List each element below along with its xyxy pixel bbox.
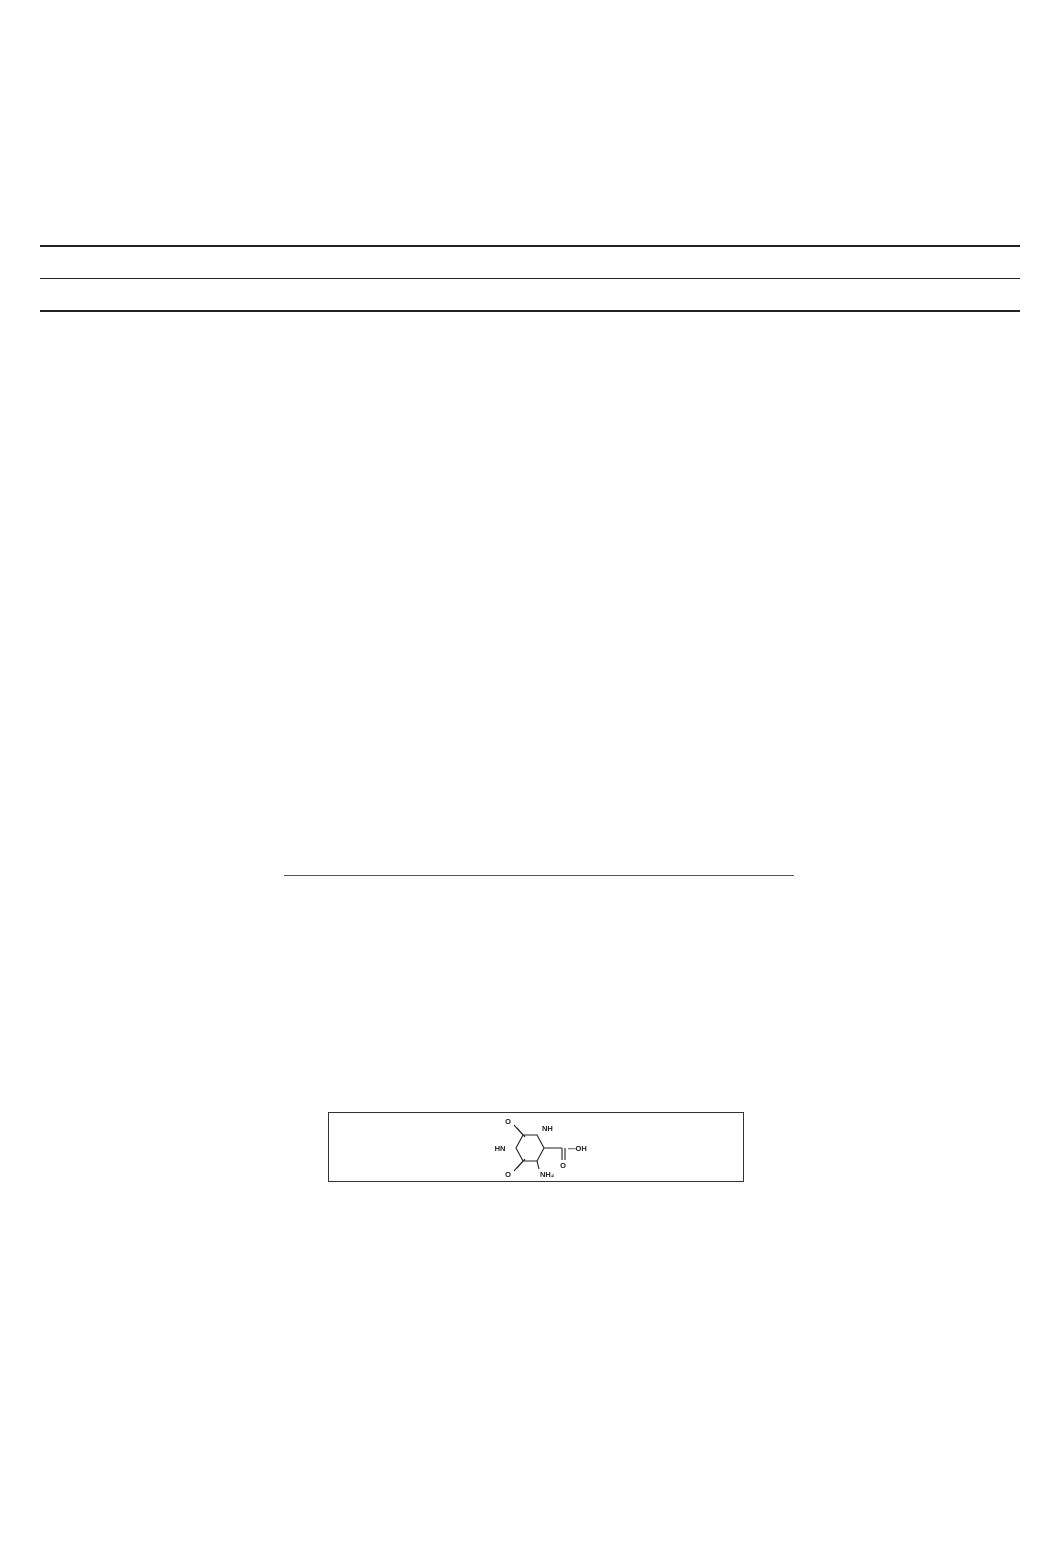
atom-hn: HN bbox=[494, 1144, 506, 1153]
row-header-x bbox=[40, 246, 128, 279]
cell-n bbox=[383, 279, 510, 312]
decay-constant-table bbox=[40, 245, 1020, 312]
amino-orotic-acid-structure bbox=[476, 1116, 596, 1178]
table-1-block bbox=[40, 240, 1020, 312]
cell-n bbox=[256, 279, 383, 312]
article2-left-column bbox=[40, 1212, 510, 1246]
cell-n bbox=[128, 279, 255, 312]
table-row bbox=[40, 246, 1020, 279]
section-heading bbox=[40, 355, 510, 385]
row-header-n bbox=[40, 279, 128, 312]
article2-right-column bbox=[549, 1212, 1020, 1230]
cell-x bbox=[128, 246, 255, 279]
ir-spectrum-plot bbox=[280, 880, 800, 1092]
chemical-structure-cell bbox=[329, 1113, 743, 1181]
peak-table bbox=[328, 1112, 744, 1182]
cell-x bbox=[638, 246, 765, 279]
cell-x bbox=[893, 246, 1020, 279]
cell-x bbox=[383, 246, 510, 279]
cell-n bbox=[510, 279, 637, 312]
atom-oh: —OH bbox=[568, 1144, 587, 1153]
cell-x bbox=[256, 246, 383, 279]
article-divider bbox=[38, 790, 1022, 808]
article1-left-bottom bbox=[40, 355, 510, 389]
cell-n bbox=[765, 279, 892, 312]
article1-right-bottom bbox=[549, 355, 1020, 373]
atom-o-bottom: O bbox=[505, 1170, 511, 1178]
cell-x bbox=[510, 246, 637, 279]
cell-x bbox=[765, 246, 892, 279]
table-row bbox=[40, 279, 1020, 312]
atom-nh: NH bbox=[542, 1124, 553, 1133]
cell-n bbox=[893, 279, 1020, 312]
section-heading bbox=[40, 1212, 510, 1242]
atom-nh2: NH₂ bbox=[540, 1170, 555, 1178]
ir-spectrum-figure bbox=[280, 850, 800, 1184]
atom-o-acid: O bbox=[560, 1161, 566, 1170]
cell-n bbox=[638, 279, 765, 312]
atom-o-top: O bbox=[505, 1117, 511, 1126]
figure-rule bbox=[284, 875, 794, 876]
